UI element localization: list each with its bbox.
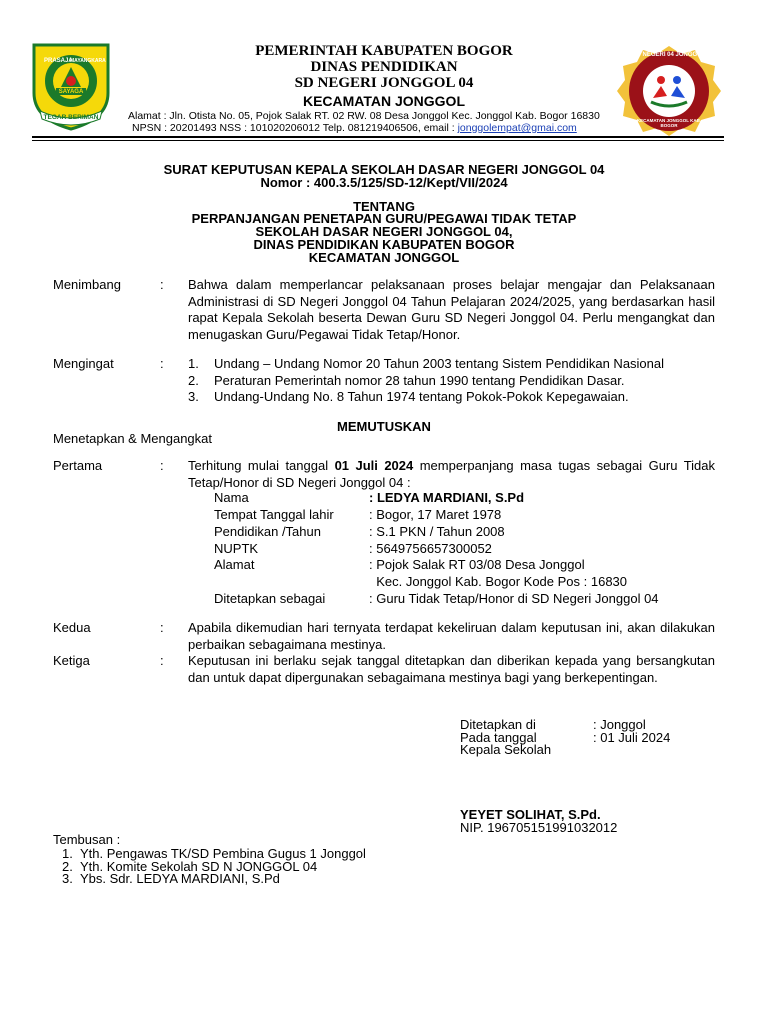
menimbang-text: Bahwa dalam memperlancar pelaksanaan proses belajar mengajar dan Pelaksanaan Administrasi di SD Negeri Jonggol 04 Tahun Pelajaran 2024/2025, yang berdasarkan hasil rapat Kepala Sekolah beserta Dewan Guru SD Negeri Jonggol 04. Perlu mengangkat dan menugaskan Guru/Pegawai Tidak Tetap/Honor. — [188, 277, 715, 342]
logo-left-top-text-2: MAYANGKARA — [70, 58, 106, 64]
menetapkan-label: Menetapkan & Mengangkat — [53, 431, 212, 446]
field-value-pendidikan: : S.1 PKN / Tahun 2008 — [369, 524, 505, 539]
mengingat-item-text: Undang-Undang No. 8 Tahun 1974 tentang Pokok-Pokok Kepegawaian. — [214, 389, 629, 404]
kop-line-2: DINAS PENDIDIKAN — [310, 59, 458, 75]
ketiga-label: Ketiga — [53, 653, 90, 668]
field-value-ditetapkan: : Guru Tidak Tetap/Honor di SD Negeri Jonggol 04 — [369, 591, 659, 606]
field-label-pendidikan: Pendidikan /Tahun — [214, 524, 321, 539]
letterhead-rule — [32, 136, 724, 141]
ditetapkan-value: : Jonggol — [593, 717, 646, 732]
field-label-nama: Nama — [214, 490, 249, 505]
field-value-alamat-2: Kec. Jonggol Kab. Bogor Kode Pos : 16830 — [369, 574, 628, 589]
menimbang-colon: : — [160, 277, 164, 292]
field-label-ttl: Tempat Tanggal lahir — [214, 507, 334, 522]
subject-line-1: PERPANJANGAN PENETAPAN GURU/PEGAWAI TIDAK TETAP — [191, 211, 577, 226]
signatory-title: Kepala Sekolah — [460, 742, 552, 757]
pertama-label: Pertama — [53, 458, 103, 473]
ketiga-text: Keputusan ini berlaku sejak tanggal ditetapkan dan diberikan kepada yang bersangkutan dan untuk dapat dipergunakan sebagaimana mestinya bagi yang berkepentingan. — [188, 653, 715, 685]
signatory-name: YEYET SOLIHAT, S.Pd. — [460, 807, 601, 822]
signatory-nip: NIP. 196705151991032012 — [460, 820, 618, 835]
field-label-ditetapkan: Ditetapkan sebagai — [214, 591, 326, 606]
email-link[interactable]: jonggolempat@gmai.com — [457, 122, 577, 134]
kop-address: Alamat : Jln. Otista No. 05, Pojok Salak RT. 02 RW. 08 Desa Jonggol Kec. Jonggol Kab. Bogor 16830 — [128, 110, 600, 122]
ditetapkan-label: Ditetapkan di — [460, 717, 536, 732]
tembusan-item-text: Yth. Pengawas TK/SD Pembina Gugus 1 Jonggol — [80, 846, 366, 861]
memutuskan-heading: MEMUTUSKAN — [337, 419, 431, 434]
pertama-text — [188, 458, 715, 491]
kedua-colon: : — [160, 620, 164, 635]
mengingat-item-number: 1. — [188, 356, 199, 371]
pertama-colon: : — [160, 458, 164, 473]
mengingat-label: Mengingat — [53, 356, 114, 371]
tentang-label: TENTANG — [353, 199, 415, 214]
tembusan-item-text: Ybs. Sdr. LEDYA MARDIANI, S.Pd — [80, 871, 280, 886]
tembusan-item-number: 2. — [62, 859, 73, 874]
kedua-label: Kedua — [53, 620, 91, 635]
field-value-nama: : LEDYA MARDIANI, S.Pd — [369, 490, 525, 505]
mengingat-item-text: Peraturan Pemerintah nomor 28 tahun 1990 tentang Pendidikan Dasar. — [214, 373, 625, 388]
kop-line-3: SD NEGERI JONGGOL 04 — [294, 75, 474, 91]
kop-line-1: PEMERINTAH KABUPATEN BOGOR — [255, 43, 513, 59]
logo-left-banner: TEGAR BERIMAN — [43, 114, 99, 121]
logo-right-ring-text: SD NEGERI 04 JONGGOL — [632, 52, 706, 58]
subject-line-4: KECAMATAN JONGGOL — [308, 250, 460, 265]
field-value-nuptk: : 5649756657300052 — [369, 541, 492, 556]
kop-line-4: KECAMATAN JONGGOL — [302, 93, 466, 109]
subject-line-3: DINAS PENDIDIKAN KABUPATEN BOGOR — [253, 237, 515, 252]
menimbang-label: Menimbang — [53, 277, 121, 292]
pertama-text-pre: Terhitung mulai tanggal — [188, 458, 335, 473]
tanggal-value: : 01 Juli 2024 — [593, 730, 671, 745]
ketiga-colon: : — [160, 653, 164, 668]
kop-contact-text: NPSN : 20201493 NSS : 101020206012 Telp. 081219406506, email : — [132, 122, 458, 134]
kedua-text: Apabila dikemudian hari ternyata terdapat kekeliruan dalam keputusan ini, akan dilakukan perbaikan sebagaimana mestinya. — [188, 620, 715, 652]
decree-title: SURAT KEPUTUSAN KEPALA SEKOLAH DASAR NEGERI JONGGOL 04 — [163, 162, 605, 177]
field-value-alamat: : Pojok Salak RT 03/08 Desa Jonggol — [369, 557, 585, 572]
field-label-nuptk: NUPTK — [214, 541, 259, 556]
subject-line-2: SEKOLAH DASAR NEGERI JONGGOL 04, — [255, 224, 513, 239]
tembusan-item-number: 3. — [62, 871, 73, 886]
pertama-date: 01 Juli 2024 — [334, 458, 414, 473]
logo-left-top-text: PRASAJA — [44, 58, 73, 64]
mengingat-colon: : — [160, 356, 164, 371]
mengingat-item-number: 3. — [188, 389, 199, 404]
logo-left-mid-text: SAYAGA — [58, 89, 84, 95]
decree-number: Nomor : 400.3.5/125/SD-12/Kept/VII/2024 — [260, 175, 508, 190]
tembusan-item-text: Yth. Komite Sekolah SD N JONGGOL 04 — [80, 859, 318, 874]
tanggal-label: Pada tanggal — [460, 730, 537, 745]
field-value-ttl: : Bogor, 17 Maret 1978 — [369, 507, 502, 522]
field-label-alamat: Alamat — [214, 557, 255, 572]
tembusan-title: Tembusan : — [53, 832, 121, 847]
logo-right-ring-text-2: KECAMATAN JONGGOL KAB. BOGOR — [636, 118, 702, 128]
pertama-text-post: memperpanjang masa tugas sebagai Guru Tidak Tetap/Honor di SD Negeri Jonggol 04 : — [188, 458, 716, 490]
kop-contact — [132, 122, 577, 134]
tembusan-item-number: 1. — [62, 846, 73, 861]
mengingat-item-text: Undang – Undang Nomor 20 Tahun 2003 tentang Sistem Pendidikan Nasional — [214, 356, 665, 371]
mengingat-item-number: 2. — [188, 373, 199, 388]
